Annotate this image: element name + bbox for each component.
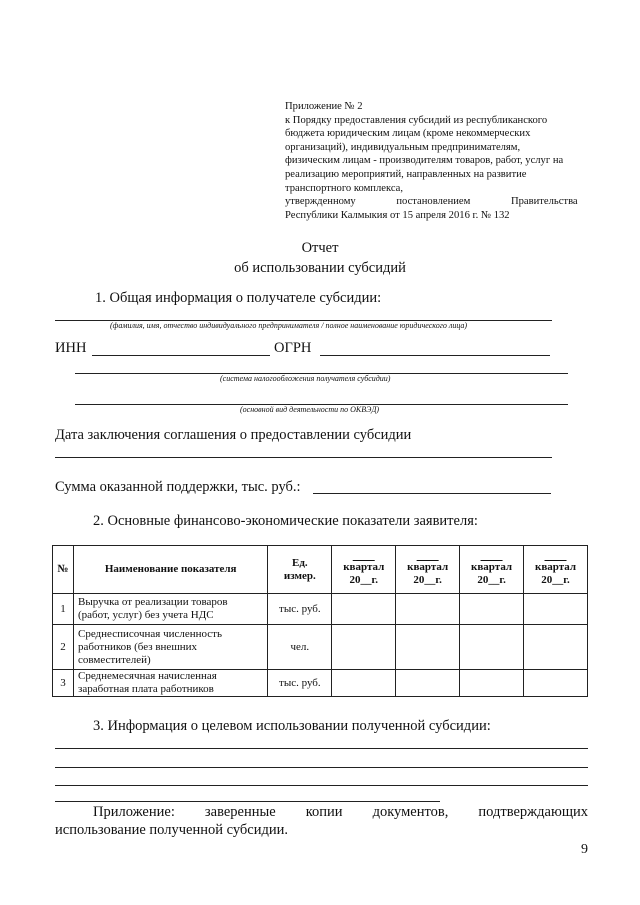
appendix-line-2: к Порядку предоставления субсидий из республиканского (285, 114, 548, 126)
table-header-row (53, 546, 588, 594)
caption-tax-system: (система налогообложения получателя субсидии) (220, 374, 391, 383)
attachment-word: копии (305, 804, 343, 820)
usage-line-2[interactable] (55, 767, 588, 768)
row-num: 1 (53, 594, 74, 625)
table-row (53, 670, 588, 697)
appendix-line-6: реализацию мероприятий, направленных на развитие (285, 168, 527, 180)
indicators-table (52, 545, 588, 697)
appendix-header (285, 100, 590, 222)
usage-line-4[interactable] (55, 801, 440, 802)
cell-q3[interactable] (460, 625, 524, 670)
section1-heading: 1. Общая информация о получателе субсидии: (95, 290, 382, 306)
attachment-word: документов, (372, 804, 449, 820)
appendix-line-1: Приложение № 2 (285, 101, 363, 112)
cell-q1[interactable] (332, 594, 396, 625)
cell-q4[interactable] (524, 670, 588, 697)
appendix-line-8: утвержденному постановлением Правительства (285, 196, 578, 208)
cell-q4[interactable] (524, 594, 588, 625)
usage-line-3[interactable] (55, 785, 588, 786)
row-unit: тыс. руб. (268, 594, 332, 625)
header-num: № (53, 546, 74, 594)
header-quarter-3: квартал 20__г. (460, 546, 524, 594)
cell-q3[interactable] (460, 594, 524, 625)
row-name: Среднесписочная численность работников (без внешних совместителей) (73, 625, 267, 670)
attachment-word: подтверждающих (478, 804, 588, 820)
header-unit: Ед. измер. (268, 546, 332, 594)
table-row (53, 594, 588, 625)
cell-q1[interactable] (332, 625, 396, 670)
cell-q2[interactable] (396, 594, 460, 625)
appendix-line-3: бюджета юридическим лицам (кроме некоммерческих (285, 128, 531, 140)
header-name: Наименование показателя (73, 546, 267, 594)
appendix-line-7: транспортного комплекса, (285, 182, 404, 194)
support-amount-field[interactable] (313, 493, 551, 494)
table-row (53, 625, 588, 670)
section3-heading: 3. Информация о целевом использовании полученной субсидии: (93, 718, 491, 734)
caption-recipient-name: (фамилия, имя, отчество индивидуального предпринимателя / полное наименование юридического лица) (110, 321, 468, 330)
cell-q4[interactable] (524, 625, 588, 670)
page-number: 9 (581, 842, 588, 857)
ogrn-field[interactable] (320, 355, 550, 356)
cell-q2[interactable] (396, 670, 460, 697)
header-quarter-4: квартал 20__г. (524, 546, 588, 594)
agreement-date-label: Дата заключения соглашения о предоставлении субсидии (55, 427, 412, 443)
cell-q2[interactable] (396, 625, 460, 670)
attachment-line-1 (93, 804, 588, 821)
header-quarter-2: квартал 20__г. (396, 546, 460, 594)
ogrn-label: ОГРН (274, 340, 312, 356)
support-amount-label: Сумма оказанной поддержки, тыс. руб.: (55, 479, 301, 495)
report-subtitle: об использовании субсидий (234, 260, 406, 276)
row-name: Среднемесячная начисленная заработная плата работников (73, 670, 267, 697)
appendix-line-9: Республики Калмыкия от 15 апреля 2016 г. № 132 (285, 209, 510, 221)
caption-okved: (основной вид деятельности по ОКВЭД) (240, 405, 380, 414)
row-num: 2 (53, 625, 74, 670)
inn-field[interactable] (92, 355, 270, 356)
section2-heading: 2. Основные финансово-экономические показатели заявителя: (93, 513, 478, 529)
report-title: Отчет (301, 240, 339, 256)
usage-line-1[interactable] (55, 748, 588, 749)
attachment-word: заверенные (204, 804, 276, 820)
inn-label: ИНН (55, 340, 87, 356)
agreement-date-line[interactable] (55, 457, 552, 458)
cell-q3[interactable] (460, 670, 524, 697)
cell-q1[interactable] (332, 670, 396, 697)
row-name: Выручка от реализации товаров (работ, услуг) без учета НДС (73, 594, 267, 625)
row-num: 3 (53, 670, 74, 697)
row-unit: тыс. руб. (268, 670, 332, 697)
appendix-line-5: физическим лицам - производителям товаров, работ, услуг на (285, 155, 564, 167)
attachment-word: Приложение: (93, 804, 175, 820)
appendix-line-4: организаций), индивидуальным предпринимателям, (285, 141, 521, 153)
row-unit: чел. (268, 625, 332, 670)
attachment-line-2: использование полученной субсидии. (55, 822, 289, 838)
header-quarter-1: квартал 20__г. (332, 546, 396, 594)
